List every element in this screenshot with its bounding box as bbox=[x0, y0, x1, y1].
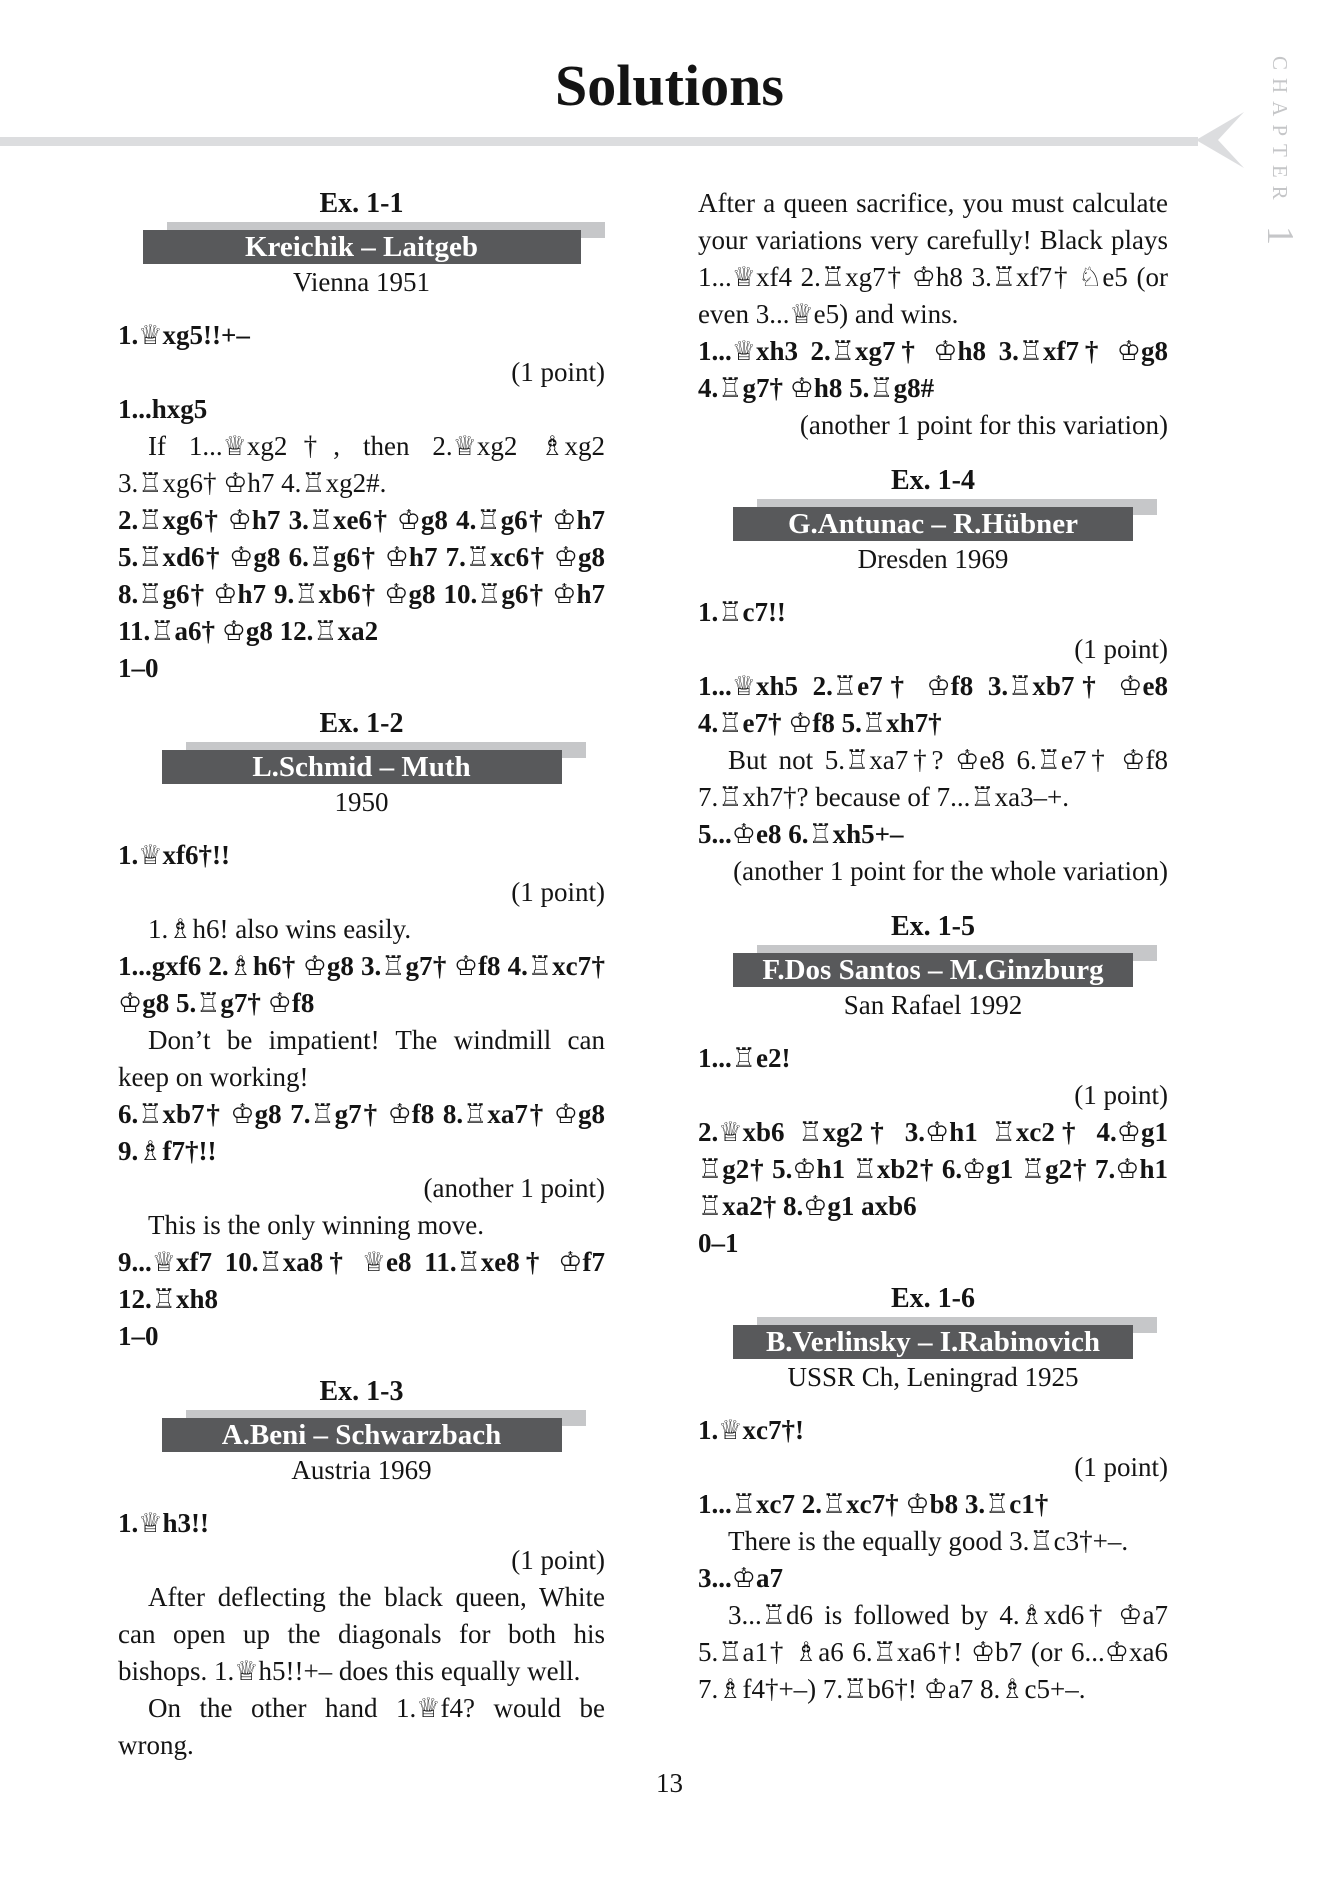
game-venue: Austria 1969 bbox=[291, 1455, 432, 1485]
moves-line: 1.♕xc7†! bbox=[698, 1415, 804, 1445]
game-banner bbox=[698, 499, 1168, 541]
points-award: (1 point) bbox=[1074, 1452, 1168, 1482]
banner-players: Kreichik – Laitgeb bbox=[143, 230, 581, 264]
game-result: 1–0 bbox=[118, 1321, 159, 1351]
banner-players: L.Schmid – Muth bbox=[162, 750, 562, 784]
banner-players: G.Antunac – R.Hübner bbox=[733, 507, 1133, 541]
annotation-text: After a queen sacrifice, you must calculate your variations very carefully! Black plays 1...♕xf4 2.♖xg7† ♔h8 3.♖xf7† ♘e5 (or even 3...♕e5) and wins. bbox=[698, 188, 1168, 329]
annotation-text: But not 5.♖xa7†? ♔e8 6.♖e7† ♔f8 7.♖xh7†? because of 7...♖xa3–+. bbox=[698, 745, 1168, 812]
game-result: 0–1 bbox=[698, 1228, 739, 1258]
banner-players: A.Beni – Schwarzbach bbox=[162, 1418, 562, 1452]
points-award: (1 point) bbox=[511, 357, 605, 387]
annotation-text: 3...♖d6 is followed by 4.♗xd6† ♔a7 5.♖a1† ♗a6 6.♖xa6†! ♔b7 (or 6...♔xa6 7.♗f4†+–) 7.♖b6†! ♔a7 8.♗c5+–. bbox=[698, 1600, 1168, 1704]
game-banner bbox=[698, 1317, 1168, 1359]
points-award: (another 1 point for this variation) bbox=[799, 410, 1168, 440]
annotation-text: If 1...♕xg2†, then 2.♕xg2 ♗xg2 3.♖xg6† ♔h7 4.♖xg2#. bbox=[118, 431, 605, 498]
game-banner bbox=[118, 1410, 605, 1452]
page-title: Solutions bbox=[555, 53, 784, 118]
game-banner bbox=[118, 742, 605, 784]
moves-line: 2.♖xg6† ♔h7 3.♖xe6† ♔g8 4.♖g6† ♔h7 5.♖xd6† ♔g8 6.♖g6† ♔h7 7.♖xc6† ♔g8 8.♖g6† ♔h7 9.♖xb6† ♔g8 10.♖g6† ♔h7 11.♖a6† ♔g8 12.♖xa2 bbox=[118, 505, 605, 646]
annotation-text: On the other hand 1.♕f4? would be wrong. bbox=[118, 1693, 605, 1760]
moves-line: 1...hxg5 bbox=[118, 394, 208, 424]
moves-line: 6.♖xb7† ♔g8 7.♖g7† ♔f8 8.♖xa7† ♔g8 9.♗f7†!! bbox=[118, 1099, 605, 1166]
points-award: (1 point) bbox=[1074, 1080, 1168, 1110]
points-award: (1 point) bbox=[511, 877, 605, 907]
left-arrowhead-icon bbox=[1196, 112, 1244, 168]
exercise-heading: Ex. 1-6 bbox=[891, 1283, 975, 1314]
left-column bbox=[118, 185, 605, 1764]
moves-line: 1...♖xc7 2.♖xc7† ♔b8 3.♖c1† bbox=[698, 1489, 1049, 1519]
game-banner bbox=[118, 222, 605, 264]
moves-line: 2.♕xb6 ♖xg2† 3.♔h1 ♖xc2† 4.♔g1 ♖g2† 5.♔h1 ♖xb2† 6.♔g1 ♖g2† 7.♔h1 ♖xa2† 8.♔g1 axb6 bbox=[698, 1117, 1168, 1221]
moves-line: 1.♕h3!! bbox=[118, 1508, 209, 1538]
chapter-margin bbox=[1258, 56, 1302, 316]
moves-line: 3...♔a7 bbox=[698, 1563, 783, 1593]
moves-line: 1...gxf6 2.♗h6† ♔g8 3.♖g7† ♔f8 4.♖xc7† ♔g8 5.♖g7† ♔f8 bbox=[118, 951, 605, 1018]
moves-line: 1.♕xf6†!! bbox=[118, 840, 230, 870]
exercise-heading: Ex. 1-5 bbox=[891, 911, 975, 942]
exercise-heading: Ex. 1-2 bbox=[319, 708, 404, 739]
right-column bbox=[698, 185, 1168, 1708]
annotation-text: This is the only winning move. bbox=[148, 1210, 484, 1240]
points-award: (1 point) bbox=[511, 1545, 605, 1575]
moves-line: 5...♔e8 6.♖xh5+– bbox=[698, 819, 904, 849]
annotation-text: 1.♗h6! also wins easily. bbox=[148, 914, 412, 944]
game-venue: USSR Ch, Leningrad 1925 bbox=[787, 1362, 1079, 1392]
moves-line: 1...♖e2! bbox=[698, 1043, 791, 1073]
game-venue: Vienna 1951 bbox=[292, 267, 431, 297]
header-rule bbox=[0, 137, 1198, 146]
page-number: 13 bbox=[656, 1768, 683, 1798]
game-venue: Dresden 1969 bbox=[857, 544, 1009, 574]
points-award: (another 1 point) bbox=[423, 1173, 605, 1203]
game-banner bbox=[698, 945, 1168, 987]
points-award: (1 point) bbox=[1074, 634, 1168, 664]
chapter-number: 1 bbox=[1259, 225, 1301, 245]
moves-line: 1.♕xg5!!+– bbox=[118, 320, 250, 350]
banner-players: F.Dos Santos – M.Ginzburg bbox=[733, 953, 1133, 987]
game-result: 1–0 bbox=[118, 653, 159, 683]
moves-line: 1.♖c7!! bbox=[698, 597, 786, 627]
annotation-text: Don’t be impatient! The windmill can keep on working! bbox=[118, 1025, 605, 1092]
game-venue: San Rafael 1992 bbox=[843, 990, 1023, 1020]
exercise-heading: Ex. 1-4 bbox=[891, 465, 975, 496]
points-award: (another 1 point for the whole variation) bbox=[733, 856, 1168, 886]
moves-line: 1...♕xh3 2.♖xg7† ♔h8 3.♖xf7† ♔g8 4.♖g7† ♔h8 5.♖g8# bbox=[698, 336, 1168, 403]
banner-players: B.Verlinsky – I.Rabinovich bbox=[733, 1325, 1133, 1359]
chapter-label: CHAPTER bbox=[1268, 56, 1292, 208]
moves-line: 1...♕xh5 2.♖e7† ♔f8 3.♖xb7† ♔e8 4.♖e7† ♔f8 5.♖xh7† bbox=[698, 671, 1168, 738]
annotation-text: There is the equally good 3.♖c3†+–. bbox=[728, 1526, 1129, 1556]
exercise-heading: Ex. 1-1 bbox=[319, 188, 404, 219]
exercise-heading: Ex. 1-3 bbox=[319, 1376, 404, 1407]
game-venue: 1950 bbox=[334, 787, 389, 817]
annotation-text: After deflecting the black queen, White can open up the diagonals for both his bishops. 1.♕h5!!+– does this equally well. bbox=[118, 1582, 605, 1686]
moves-line: 9...♕xf7 10.♖xa8† ♕e8 11.♖xe8† ♔f7 12.♖xh8 bbox=[118, 1247, 605, 1314]
